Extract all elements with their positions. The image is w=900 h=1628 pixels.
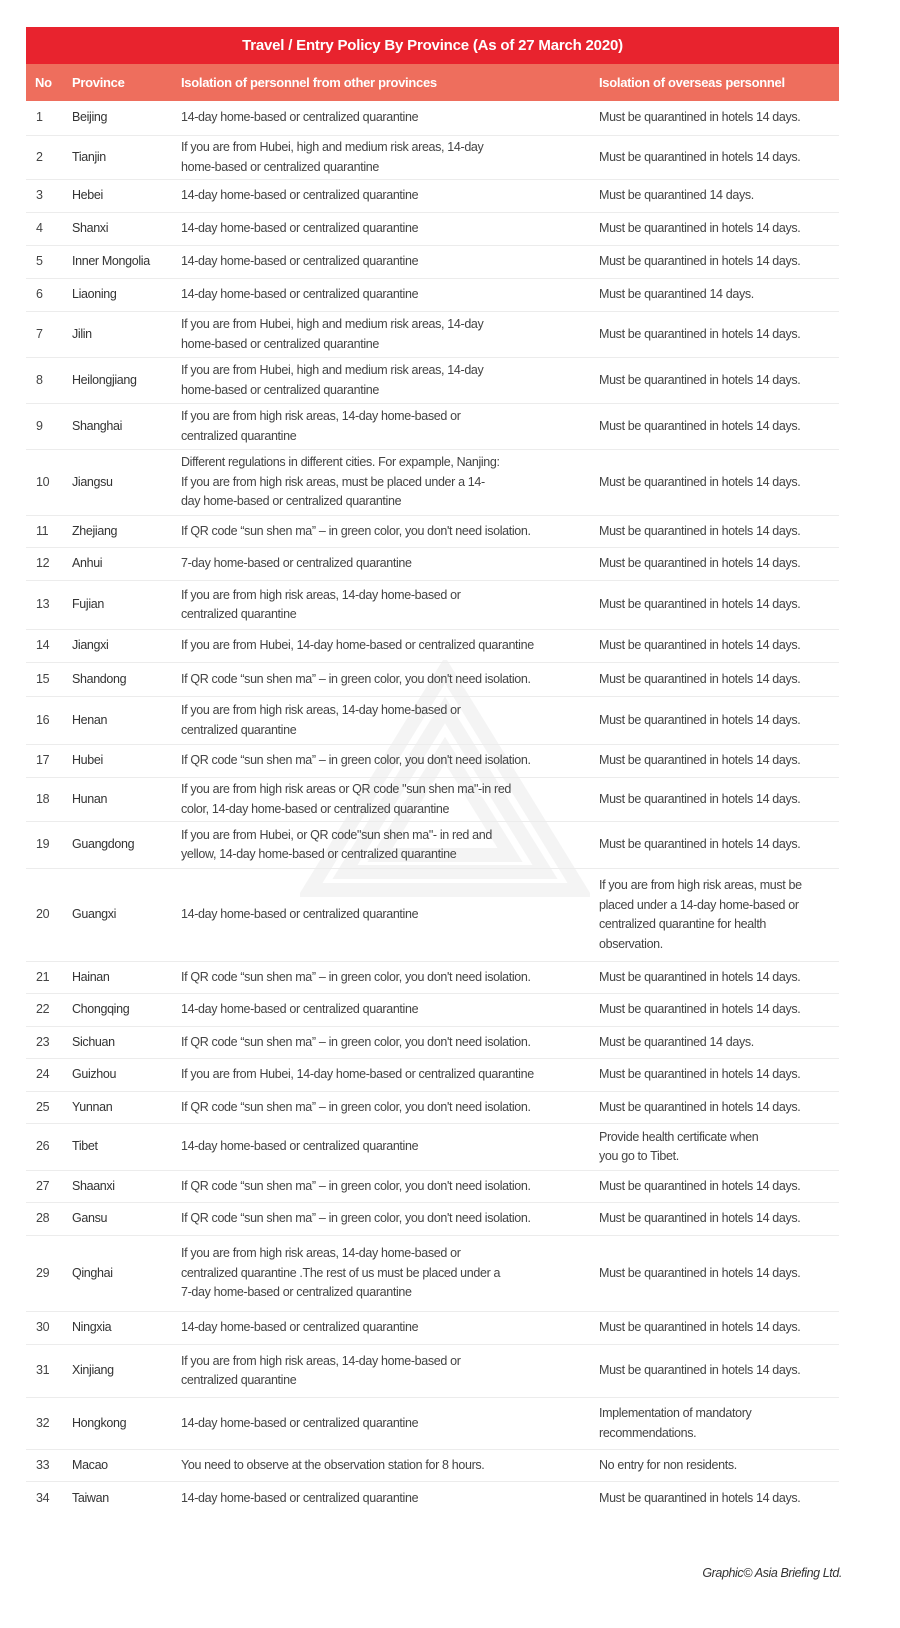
credit-text: Graphic© Asia Briefing Ltd. [702, 1566, 842, 1580]
cell-overseas: Must be quarantined in hotels 14 days. [599, 1178, 801, 1193]
cell-no: 18 [36, 791, 50, 806]
cell-overseas: Must be quarantined in hotels 14 days. [599, 149, 801, 164]
table-row [26, 581, 839, 630]
table-row [26, 778, 839, 822]
cell-province: Shandong [72, 671, 127, 686]
cell-province: Gansu [72, 1211, 108, 1226]
cell-no: 19 [36, 837, 50, 852]
cell-province: Qinghai [72, 1265, 113, 1280]
cell-no: 15 [36, 671, 50, 686]
cell-province: Shanghai [72, 418, 123, 433]
cell-other-provinces: If QR code “sun shen ma” – in green color, you don't need isolation. [181, 1034, 531, 1049]
cell-overseas: Must be quarantined in hotels 14 days. [599, 597, 801, 612]
cell-other-provinces: 14-day home-based or centralized quarantine [181, 188, 419, 203]
cell-other-provinces: 14-day home-based or centralized quarantine [181, 1490, 419, 1505]
cell-other-provinces: 14-day home-based or centralized quarantine [181, 110, 419, 125]
table-row [26, 994, 839, 1027]
cell-text: If you are from Hubei, or QR code"sun shen ma"- in red and yellow, 14-day home-based or centralized quarantine [181, 827, 492, 861]
table-row [26, 1203, 839, 1236]
cell-overseas: Must be quarantined in hotels 14 days. [599, 326, 801, 341]
column-header-no: No [35, 75, 52, 90]
cell-other-provinces [181, 138, 599, 177]
table-row [26, 312, 839, 358]
cell-overseas: Must be quarantined in hotels 14 days. [599, 1067, 801, 1082]
cell-province: Shanxi [72, 221, 109, 236]
cell-province: Chongqing [72, 1002, 130, 1017]
cell-no: 16 [36, 712, 50, 727]
cell-other-provinces: 14-day home-based or centralized quarantine [181, 1002, 419, 1017]
table-row [26, 1345, 839, 1398]
table-row [26, 180, 839, 213]
cell-overseas: Must be quarantined 14 days. [599, 287, 754, 302]
cell-overseas: Must be quarantined 14 days. [599, 188, 754, 203]
cell-no: 21 [36, 969, 50, 984]
cell-no: 32 [36, 1415, 50, 1430]
cell-no: 4 [36, 221, 43, 236]
cell-overseas: Must be quarantined in hotels 14 days. [599, 1265, 801, 1280]
cell-overseas: Must be quarantined in hotels 14 days. [599, 671, 801, 686]
cell-text: If you are from Hubei, high and medium risk areas, 14-day home-based or centralized quarantine [181, 317, 484, 351]
column-header-row [26, 64, 839, 101]
column-header-province: Province [72, 75, 125, 90]
cell-overseas: Must be quarantined in hotels 14 days. [599, 638, 801, 653]
cell-no: 8 [36, 372, 43, 387]
cell-other-provinces [181, 826, 599, 865]
cell-province: Sichuan [72, 1034, 115, 1049]
cell-province: Hainan [72, 969, 110, 984]
table-row [26, 279, 839, 312]
cell-overseas: Must be quarantined in hotels 14 days. [599, 753, 801, 768]
table-row [26, 822, 839, 869]
cell-other-provinces: If QR code “sun shen ma” – in green color, you don't need isolation. [181, 1211, 531, 1226]
cell-province: Jiangxi [72, 638, 109, 653]
table-row [26, 1482, 839, 1515]
cell-province: Shaanxi [72, 1178, 115, 1193]
cell-no: 33 [36, 1457, 50, 1472]
cell-other-provinces: If you are from Hubei, 14-day home-based or centralized quarantine [181, 638, 534, 653]
cell-province: Henan [72, 712, 108, 727]
cell-overseas: Must be quarantined in hotels 14 days. [599, 837, 801, 852]
cell-no: 5 [36, 254, 43, 269]
cell-other-provinces: 7-day home-based or centralized quarantine [181, 556, 412, 571]
cell-province: Taiwan [72, 1490, 109, 1505]
cell-overseas: Must be quarantined in hotels 14 days. [599, 254, 801, 269]
cell-other-provinces [181, 1352, 599, 1391]
cell-no: 24 [36, 1067, 50, 1082]
cell-province: Macao [72, 1457, 108, 1472]
table-row [26, 404, 839, 450]
cell-province: Jilin [72, 326, 92, 341]
cell-province: Beijing [72, 110, 108, 125]
cell-no: 23 [36, 1034, 50, 1049]
cell-other-provinces: If QR code “sun shen ma” – in green color, you don't need isolation. [181, 1099, 531, 1114]
table-row [26, 548, 839, 581]
cell-other-provinces: 14-day home-based or centralized quarantine [181, 907, 419, 922]
cell-no: 27 [36, 1178, 50, 1193]
cell-other-provinces [181, 701, 599, 740]
cell-province: Inner Mongolia [72, 254, 150, 269]
cell-overseas: Must be quarantined in hotels 14 days. [599, 1002, 801, 1017]
table-row [26, 1450, 839, 1482]
cell-no: 30 [36, 1320, 50, 1335]
cell-overseas: Must be quarantined in hotels 14 days. [599, 712, 801, 727]
table-row [26, 1092, 839, 1124]
cell-text: If you are from Hubei, high and medium risk areas, 14-day home-based or centralized quarantine [181, 140, 484, 174]
table-row [26, 101, 839, 136]
cell-other-provinces: If you are from Hubei, 14-day home-based or centralized quarantine [181, 1067, 534, 1082]
cell-province: Hongkong [72, 1415, 127, 1430]
cell-no: 11 [36, 523, 49, 538]
cell-no: 25 [36, 1099, 50, 1114]
cell-overseas [599, 1128, 839, 1167]
cell-other-provinces [181, 1244, 599, 1303]
cell-text: Implementation of mandatory recommendations. [599, 1406, 752, 1440]
cell-overseas: Must be quarantined in hotels 14 days. [599, 523, 801, 538]
table-row [26, 516, 839, 548]
table-row [26, 745, 839, 778]
cell-no: 34 [36, 1490, 50, 1505]
cell-overseas: Must be quarantined in hotels 14 days. [599, 791, 801, 806]
cell-province: Guangdong [72, 837, 135, 852]
cell-text: If you are from high risk areas, 14-day home-based or centralized quarantine [181, 409, 461, 443]
cell-other-provinces [181, 780, 599, 819]
cell-text: Provide health certificate when you go to Tibet. [599, 1129, 759, 1163]
cell-overseas [599, 1404, 839, 1443]
cell-other-provinces [181, 586, 599, 625]
cell-overseas: No entry for non residents. [599, 1457, 737, 1472]
cell-province: Liaoning [72, 287, 117, 302]
cell-no: 12 [36, 556, 50, 571]
cell-text: If you are from Hubei, high and medium risk areas, 14-day home-based or centralized quarantine [181, 363, 484, 397]
policy-table [26, 27, 839, 1515]
cell-other-provinces: If QR code “sun shen ma” – in green color, you don't need isolation. [181, 1178, 531, 1193]
cell-overseas: Must be quarantined in hotels 14 days. [599, 474, 801, 489]
cell-text: If you are from high risk areas, 14-day home-based or centralized quarantine [181, 587, 461, 621]
cell-no: 3 [36, 188, 43, 203]
cell-other-provinces: If QR code “sun shen ma” – in green color, you don't need isolation. [181, 969, 531, 984]
cell-overseas: Must be quarantined in hotels 14 days. [599, 1320, 801, 1335]
cell-overseas: Must be quarantined 14 days. [599, 1034, 754, 1049]
cell-province: Guizhou [72, 1067, 117, 1082]
cell-no: 22 [36, 1002, 50, 1017]
cell-province: Anhui [72, 556, 103, 571]
table-row [26, 630, 839, 663]
column-header-other-provinces: Isolation of personnel from other provinces [181, 75, 437, 90]
cell-province: Hubei [72, 753, 103, 768]
cell-province: Heilongjiang [72, 372, 137, 387]
cell-overseas: Must be quarantined in hotels 14 days. [599, 969, 801, 984]
cell-province: Hebei [72, 188, 103, 203]
table-title: Travel / Entry Policy By Province (As of 27 March 2020) [26, 27, 839, 64]
cell-province: Hunan [72, 791, 108, 806]
cell-other-provinces [181, 361, 599, 400]
table-row [26, 450, 839, 516]
cell-other-provinces [181, 407, 599, 446]
table-row [26, 1124, 839, 1171]
table-row [26, 697, 839, 745]
cell-other-provinces: 14-day home-based or centralized quarantine [181, 221, 419, 236]
cell-overseas: Must be quarantined in hotels 14 days. [599, 1099, 801, 1114]
cell-other-provinces: 14-day home-based or centralized quarantine [181, 1415, 419, 1430]
cell-no: 26 [36, 1139, 50, 1154]
column-header-overseas: Isolation of overseas personnel [599, 75, 785, 90]
cell-text: Different regulations in different cities. For expample, Nanjing: If you are from high risk areas, must be placed under a 14-day home-based or centralized quarantine [181, 455, 500, 509]
cell-text: If you are from high risk areas, must be placed under a 14-day home-based or centralized quarantine for health observation. [599, 878, 802, 951]
cell-province: Ningxia [72, 1320, 112, 1335]
cell-text: If you are from high risk areas, 14-day home-based or centralized quarantine .The rest of us must be placed under a 7-day home-based or centralized quarantine [181, 1246, 501, 1300]
cell-overseas: Must be quarantined in hotels 14 days. [599, 372, 801, 387]
table-body [26, 101, 839, 1515]
cell-overseas: Must be quarantined in hotels 14 days. [599, 418, 801, 433]
cell-text: If you are from high risk areas, 14-day home-based or centralized quarantine [181, 1353, 461, 1387]
cell-other-provinces: If QR code “sun shen ma” – in green color, you don't need isolation. [181, 671, 531, 686]
cell-overseas: Must be quarantined in hotels 14 days. [599, 221, 801, 236]
cell-no: 20 [36, 907, 50, 922]
table-row [26, 1236, 839, 1312]
cell-other-provinces: You need to observe at the observation station for 8 hours. [181, 1457, 485, 1472]
table-row [26, 358, 839, 404]
cell-province: Jiangsu [72, 474, 113, 489]
cell-overseas: Must be quarantined in hotels 14 days. [599, 110, 801, 125]
cell-overseas: Must be quarantined in hotels 14 days. [599, 1363, 801, 1378]
table-row [26, 962, 839, 994]
table-row [26, 1027, 839, 1059]
table-row [26, 1171, 839, 1203]
cell-province: Tianjin [72, 149, 106, 164]
cell-overseas [599, 876, 839, 954]
cell-other-provinces: 14-day home-based or centralized quarantine [181, 1139, 419, 1154]
cell-other-provinces [181, 315, 599, 354]
cell-other-provinces: If QR code “sun shen ma” – in green color, you don't need isolation. [181, 523, 531, 538]
cell-no: 6 [36, 287, 43, 302]
table-row [26, 136, 839, 180]
cell-no: 9 [36, 418, 43, 433]
table-row [26, 1059, 839, 1092]
cell-overseas: Must be quarantined in hotels 14 days. [599, 1490, 801, 1505]
cell-no: 17 [36, 753, 50, 768]
cell-other-provinces: 14-day home-based or centralized quarantine [181, 254, 419, 269]
table-row [26, 1398, 839, 1450]
cell-province: Xinjiang [72, 1363, 114, 1378]
cell-text: If you are from high risk areas or QR code "sun shen ma"-in red color, 14-day home-based or centralized quarantine [181, 782, 512, 816]
cell-no: 31 [36, 1363, 50, 1378]
cell-province: Tibet [72, 1139, 98, 1154]
cell-other-provinces: If QR code “sun shen ma” – in green color, you don't need isolation. [181, 753, 531, 768]
cell-text: If you are from high risk areas, 14-day home-based or centralized quarantine [181, 703, 461, 737]
cell-no: 28 [36, 1211, 50, 1226]
table-row [26, 1312, 839, 1345]
table-row [26, 663, 839, 697]
cell-other-provinces: 14-day home-based or centralized quarantine [181, 287, 419, 302]
cell-province: Fujian [72, 597, 104, 612]
cell-other-provinces: 14-day home-based or centralized quarantine [181, 1320, 419, 1335]
cell-no: 10 [36, 474, 50, 489]
cell-no: 14 [36, 638, 50, 653]
cell-province: Yunnan [72, 1099, 113, 1114]
cell-overseas: Must be quarantined in hotels 14 days. [599, 1211, 801, 1226]
table-row [26, 246, 839, 279]
table-row [26, 213, 839, 246]
cell-overseas: Must be quarantined in hotels 14 days. [599, 556, 801, 571]
cell-province: Zhejiang [72, 523, 118, 538]
cell-no: 13 [36, 597, 50, 612]
table-row [26, 869, 839, 962]
cell-province: Guangxi [72, 907, 117, 922]
cell-other-provinces [181, 453, 599, 512]
cell-no: 1 [36, 110, 43, 125]
cell-no: 2 [36, 149, 43, 164]
cell-no: 7 [36, 326, 43, 341]
cell-no: 29 [36, 1265, 50, 1280]
